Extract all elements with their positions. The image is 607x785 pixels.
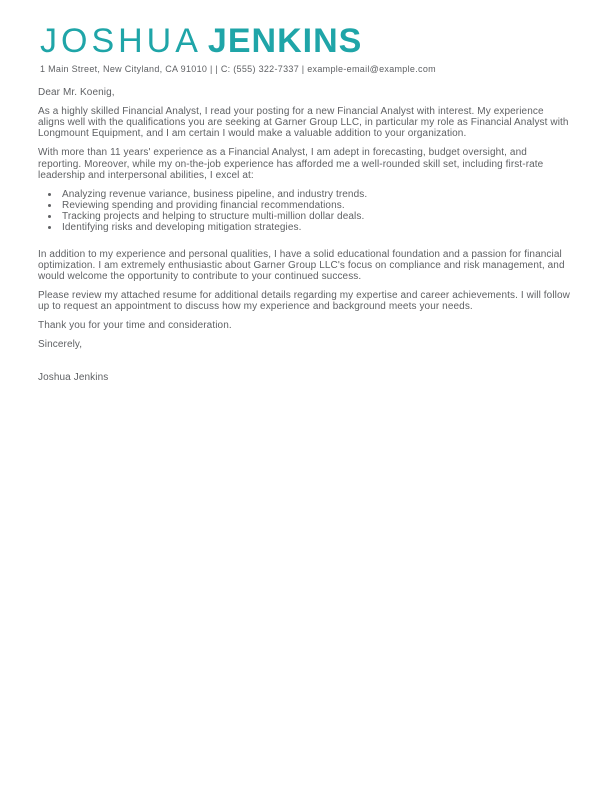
skills-bullet-list xyxy=(38,189,570,234)
valediction: Sincerely, xyxy=(38,339,83,351)
paragraph-education: In addition to my experience and personal qualities, I have a solid educational foundation and a passion for financial optimization. I am extremely enthusiastic about Garner Group LLC's focus on compliance and risk management, and would welcome the opportunity to contribute to your continued success. xyxy=(38,248,565,283)
bullet-item: • Analyzing revenue variance, business pipeline, and industry trends. xyxy=(60,189,570,200)
bullet-item: • Tracking projects and helping to structure multi-million dollar deals. xyxy=(60,211,570,222)
contact-line: 1 Main Street, New Cityland, CA 91010 | | C: (555) 322-7337 | example-email@example.com xyxy=(40,64,436,74)
paragraph-followup: Please review my attached resume for additional details regarding my expertise and career achievements. I will follow up to request an appointment to discuss how my experience and background meets your needs. xyxy=(38,290,570,313)
letter-body xyxy=(0,74,607,384)
bullet-item: • Identifying risks and developing mitigation strategies. xyxy=(60,222,570,233)
bullet-item: • Reviewing spending and providing financial recommendations. xyxy=(60,200,570,211)
signature-name: Joshua Jenkins xyxy=(38,372,109,384)
applicant-name xyxy=(40,24,570,58)
paragraph-intro: As a highly skilled Financial Analyst, I read your posting for a new Financial Analyst with interest. My experience aligns well with the qualifications you are seeking at Garner Group LLC, in particular my role as Financial Analyst with Longmount Equipment, and I am certain I would make a valuable addition to your organization. xyxy=(38,106,569,140)
letter-header xyxy=(0,0,607,74)
applicant-first-name: JOSHUA xyxy=(40,22,202,60)
paragraph-thanks: Thank you for your time and consideration. xyxy=(38,320,232,332)
salutation: Dear Mr. Koenig, xyxy=(38,87,115,98)
paragraph-experience: With more than 11 years' experience as a Financial Analyst, I am adept in forecasting, budget oversight, and reporting. Moreover, while my on-the-job experience has afforded me a well-rounded skill set, including first-rate leadership and interpersonal abilities, I excel at: xyxy=(38,147,544,181)
applicant-last-name: JENKINS xyxy=(207,22,363,60)
